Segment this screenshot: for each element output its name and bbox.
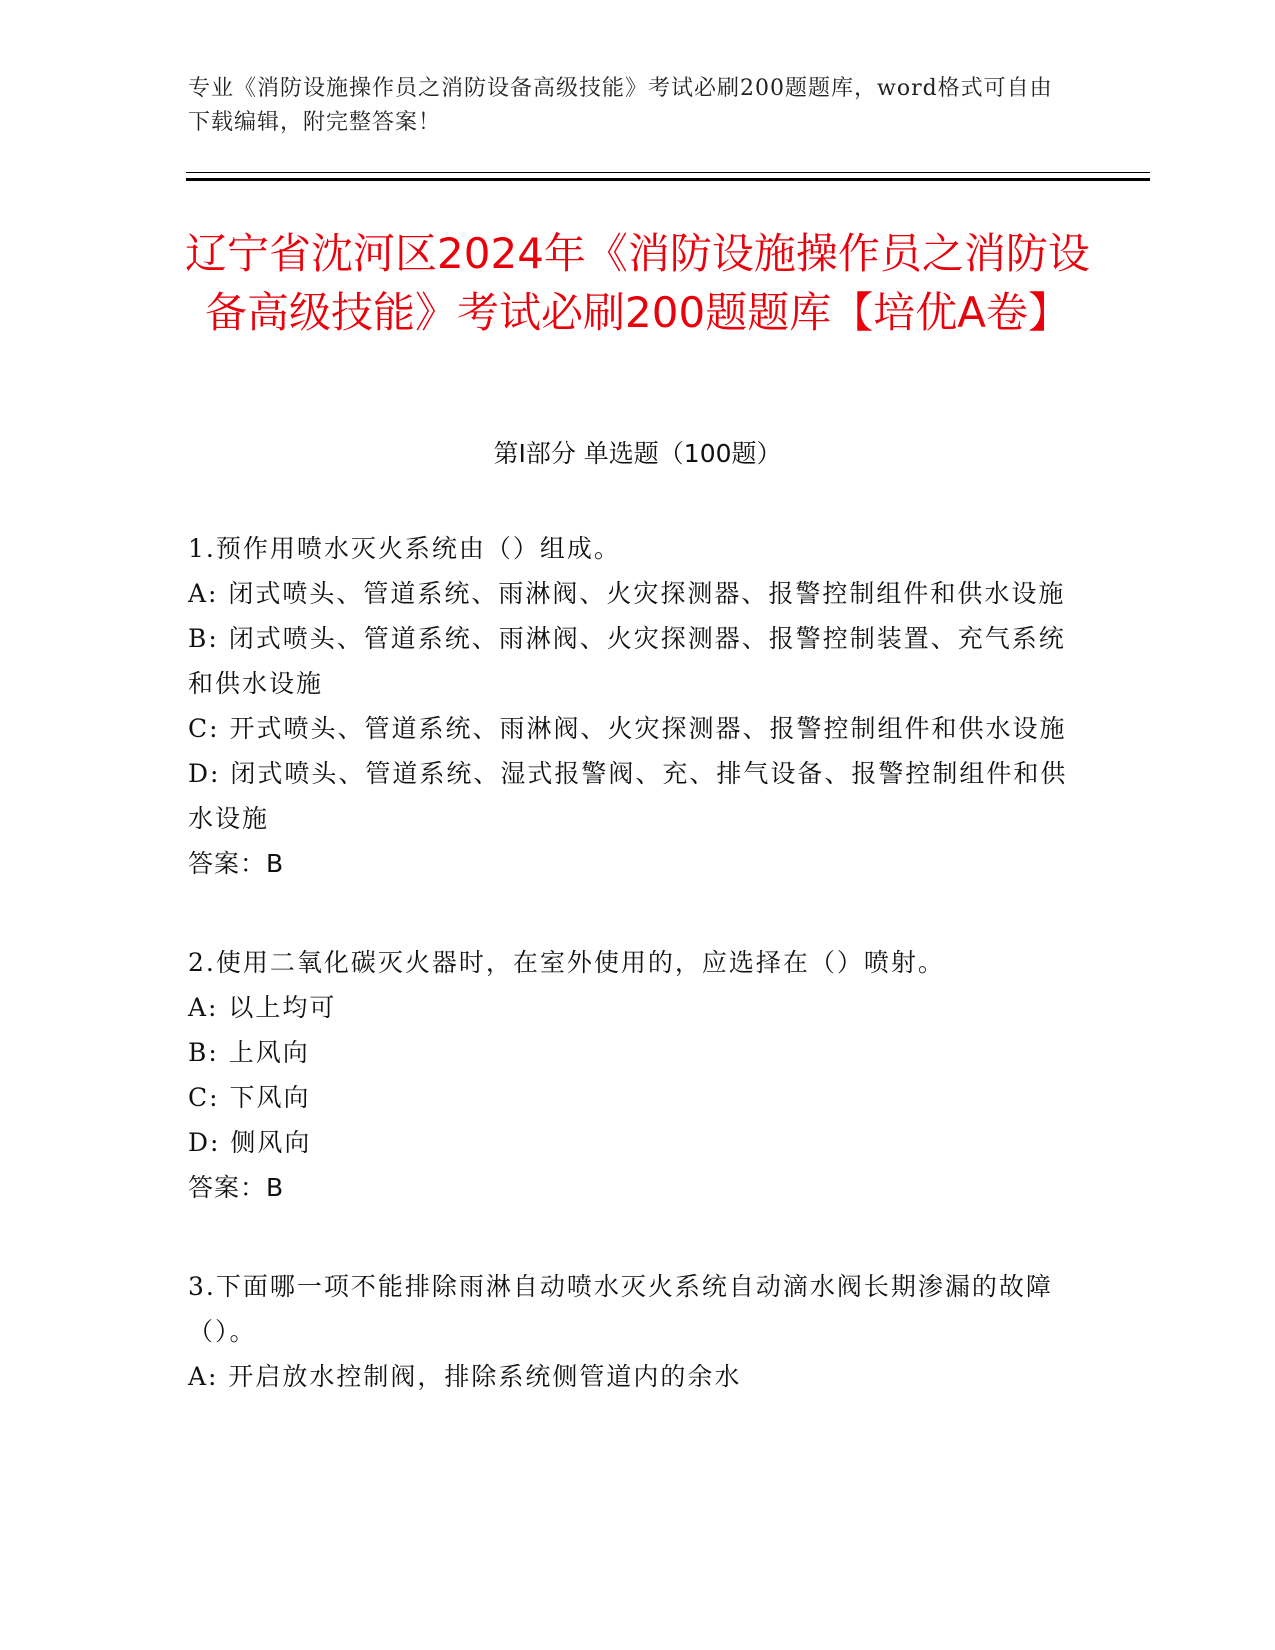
option-d: D: 侧风向 [188,1128,312,1157]
option-a: A: 闭式喷头、管道系统、雨淋阀、火灾探测器、报警控制组件和供水设施 [188,579,1066,608]
option-c: C: 下风向 [188,1083,311,1112]
question-list [188,526,1068,1453]
answer: 答案：B [188,849,285,878]
header-divider-thick [186,178,1150,181]
question-2 [188,940,1068,1210]
option-b: B: 闭式喷头、管道系统、雨淋阀、火灾探测器、报警控制装置、充气系统和供水设施 [188,624,1066,698]
question-3 [188,1264,1068,1399]
question-stem: 1.预作用喷水灭火系统由（）组成。 [188,534,621,563]
question-1 [188,526,1068,886]
option-a: A: 开启放水控制阀，排除系统侧管道内的余水 [188,1362,742,1391]
option-a: A: 以上均可 [188,993,337,1022]
header-note: 专业《消防设施操作员之消防设备高级技能》考试必刷200题题库，word格式可自由下载编辑，附完整答案！ [188,76,1053,135]
question-stem: 3.下面哪一项不能排除雨淋自动喷水灭火系统自动滴水阀长期渗漏的故障（）。 [188,1272,1053,1346]
header-divider-thin [186,172,1150,173]
answer: 答案：B [188,1173,285,1202]
document-title: 辽宁省沈河区2024年《消防设施操作员之消防设备高级技能》考试必刷200题题库【培优A卷】 [185,229,1090,337]
option-c: C: 开式喷头、管道系统、雨淋阀、火灾探测器、报警控制组件和供水设施 [188,714,1067,743]
option-b: B: 上风向 [188,1038,310,1067]
section-title: 第I部分 单选题（100题） [493,439,782,468]
option-d: D: 闭式喷头、管道系统、湿式报警阀、充、排气设备、报警控制组件和供水设施 [188,759,1068,833]
question-stem: 2.使用二氧化碳灭火器时，在室外使用的，应选择在（）喷射。 [188,948,945,977]
